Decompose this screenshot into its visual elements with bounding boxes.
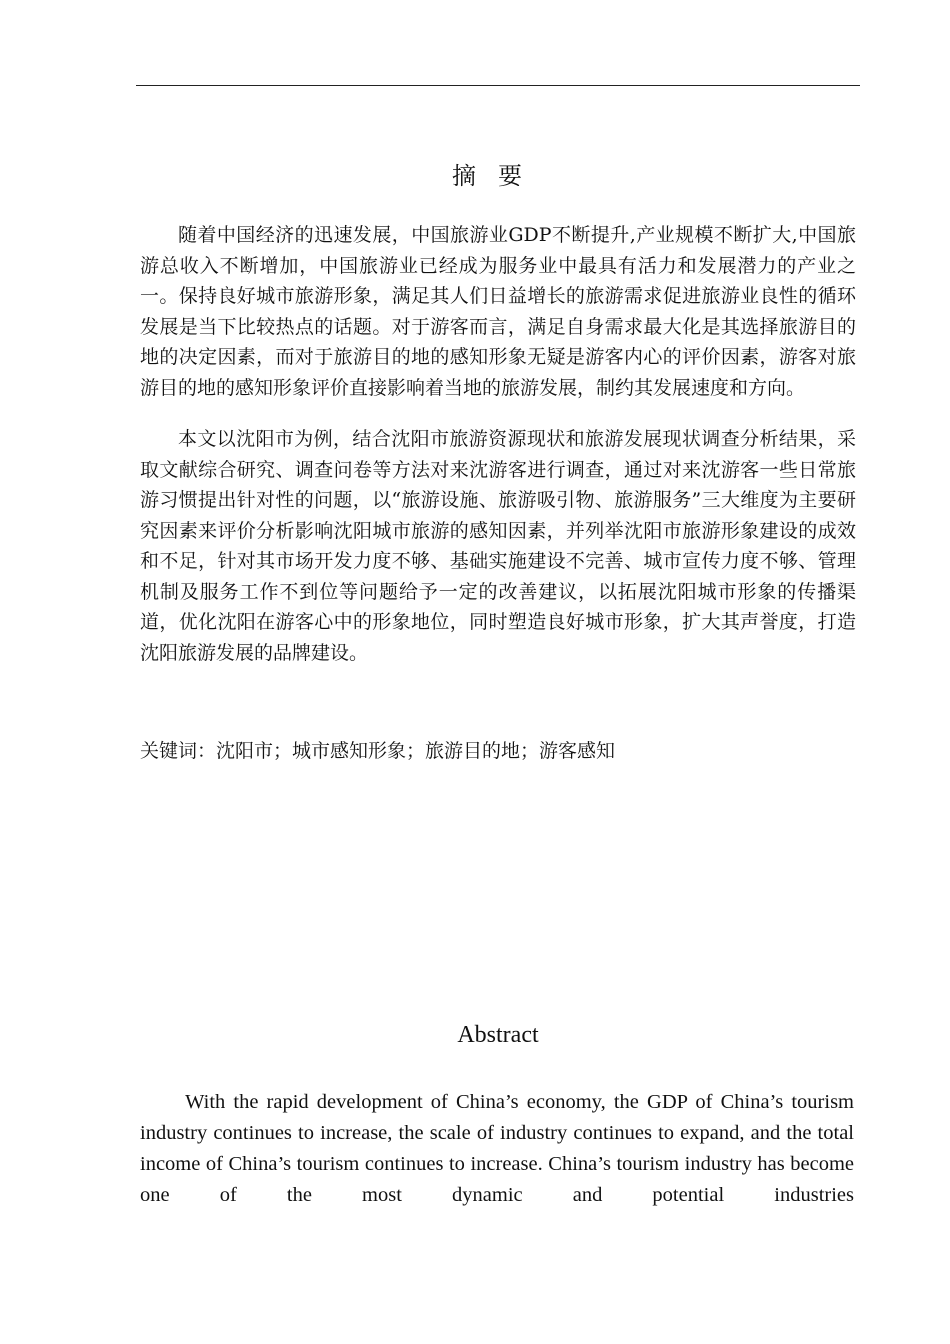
abstract-cn-body-1 bbox=[140, 220, 856, 403]
abstract-cn-keywords: 关键词：沈阳市；城市感知形象；旅游目的地；游客感知 bbox=[140, 740, 616, 762]
abstract-en-paragraph-1: With the rapid development of China’s economy, the GDP of China’s tourism industry continues to increase, the scale of industry continues to expand, and the total income of China’s tourism continues to increase. China’s tourism industry has become one of the most dynamic and potential industries bbox=[140, 1091, 854, 1206]
abstract-cn-paragraph-1: 随着中国经济的迅速发展，中国旅游业GDP不断提升,产业规模不断扩大,中国旅游总收入不断增加，中国旅游业已经成为服务业中最具有活力和发展潜力的产业之一。保持良好城市旅游形象，满足其人们日益增长的旅游需求促进旅游业良性的循环发展是当下比较热点的话题。对于游客而言，满足自身需求最大化是其选择旅游目的地的决定因素，而对于旅游目的地的感知形象无疑是游客内心的评价因素，游客对旅游目的地的感知形象评价直接影响着当地的旅游发展，制约其发展速度和方向。 bbox=[140, 224, 856, 399]
header-rule bbox=[136, 85, 860, 86]
abstract-en-title: Abstract bbox=[457, 1022, 539, 1048]
abstract-cn-paragraph-2: 本文以沈阳市为例，结合沈阳市旅游资源现状和旅游发展现状调查分析结果，采取文献综合研究、调查问卷等方法对来沈游客进行调查，通过对来沈游客一些日常旅游习惯提出针对性的问题，以“旅游设施、旅游吸引物、旅游服务”三大维度为主要研究因素来评价分析影响沈阳城市旅游的感知因素，并列举沈阳市旅游形象建设的成效和不足，针对其市场开发力度不够、基础实施建设不完善、城市宣传力度不够、管理机制及服务工作不到位等问题给予一定的改善建议，以拓展沈阳城市形象的传播渠道，优化沈阳在游客心中的形象地位，同时塑造良好城市形象，扩大其声誉度，打造沈阳旅游发展的品牌建设。 bbox=[140, 428, 856, 664]
abstract-cn-title: 摘要 bbox=[452, 162, 544, 190]
abstract-en-body bbox=[140, 1087, 854, 1211]
abstract-cn-body-2 bbox=[140, 424, 856, 668]
